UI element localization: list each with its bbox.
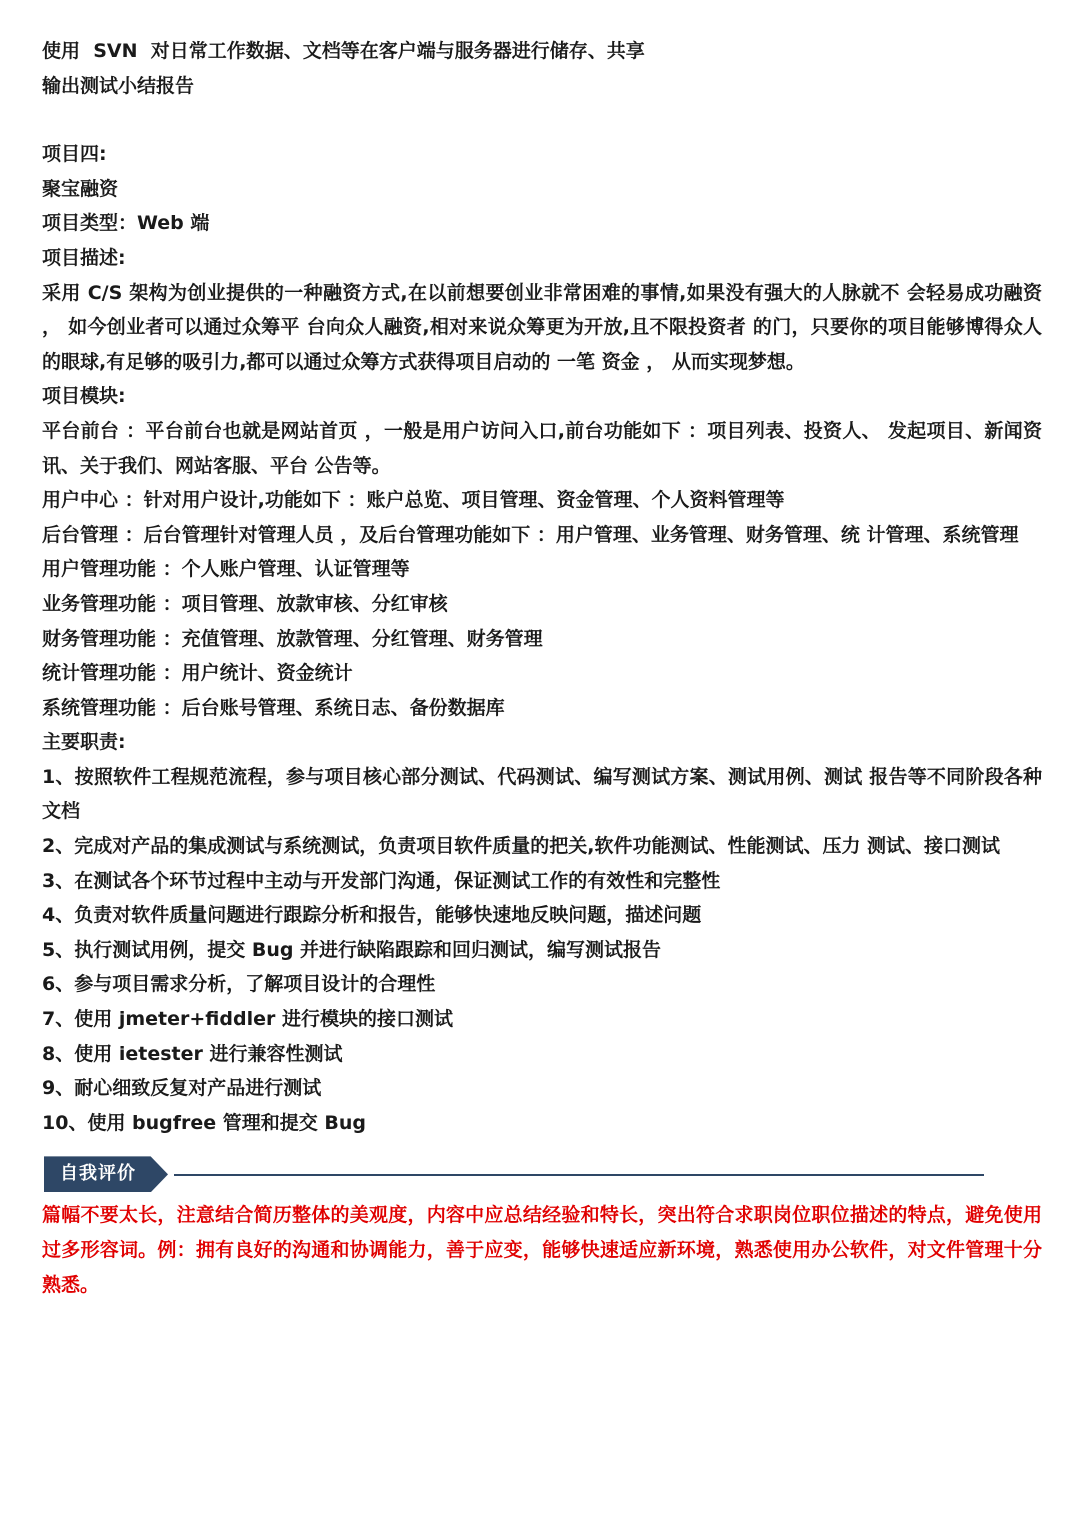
duty-item: 7、使用 jmeter+fiddler 进行模块的接口测试 bbox=[42, 1008, 453, 1031]
module-item: 业务管理功能 ：项目管理、放款审核、分红审核 bbox=[42, 592, 448, 615]
duty-item: 3、在测试各个环节过程中主动与开发部门沟通，保证测试工作的有效性和完整性 bbox=[42, 869, 721, 892]
project-duties-label: 主要职责: bbox=[42, 731, 126, 754]
module-item: 财务管理功能 ：充值管理、放款管理、分红管理、财务管理 bbox=[42, 627, 543, 650]
intro-line: 输出测试小结报告 bbox=[42, 74, 195, 97]
duty-item: 9、耐心细致反复对产品进行测试 bbox=[42, 1077, 322, 1100]
spacer bbox=[42, 103, 1042, 137]
section-divider bbox=[174, 1174, 984, 1176]
self-eval-text: 篇幅不要太长，注意结合简历整体的美观度，内容中应总结经验和特长，突出符合求职岗位职位描述的特点，避免使用过多形容词。例：拥有良好的沟通和协调能力，善于应变，能够快速适应新环境，熟悉使用办公软件，对文件管理十分熟悉。 bbox=[42, 1204, 1042, 1296]
module-item: 用户中心 ：针对用户设计,功能如下 ：账户总览、项目管理、资金管理、个人资料管理等 bbox=[42, 489, 785, 512]
duty-item: 5、执行测试用例，提交 Bug 并进行缺陷跟踪和回归测试，编写测试报告 bbox=[42, 938, 662, 961]
duty-item: 2、完成对产品的集成测试与系统测试，负责项目软件质量的把关,软件功能测试、性能测试、压力 测试、接口测试 bbox=[42, 835, 1001, 858]
duty-item: 10、使用 bugfree 管理和提交 Bug bbox=[42, 1111, 367, 1134]
self-eval-header bbox=[42, 1156, 1042, 1194]
resume-page bbox=[42, 34, 1042, 1302]
duty-item: 4、负责对软件质量问题进行跟踪分析和报告，能够快速地反映问题，描述问题 bbox=[42, 904, 702, 927]
project-type: 项目类型：Web 端 bbox=[42, 212, 210, 235]
duty-item: 1、按照软件工程规范流程，参与项目核心部分测试、代码测试、编写测试方案、测试用例、测试 报告等不同阶段各种文档 bbox=[42, 765, 1042, 823]
module-item: 用户管理功能 ：个人账户管理、认证管理等 bbox=[42, 558, 410, 581]
module-item: 平台前台 ：平台前台也就是网站首页 ，一般是用户访问入口,前台功能如下 ：项目列表、投资人、 发起项目、新闻资讯、关于我们、网站客服、平台 公告等。 bbox=[42, 419, 1042, 477]
project-name: 聚宝融资 bbox=[42, 177, 119, 200]
self-eval-title: 自我评价 bbox=[60, 1163, 136, 1185]
module-item: 系统管理功能 ：后台账号管理、系统日志、备份数据库 bbox=[42, 696, 505, 719]
duty-item: 6、参与项目需求分析，了解项目设计的合理性 bbox=[42, 973, 436, 996]
project-number: 项目四: bbox=[42, 143, 107, 166]
project-modules-label: 项目模块: bbox=[42, 385, 126, 408]
module-item: 后台管理 ：后台管理针对管理人员 ，及后台管理功能如下 ：用户管理、业务管理、财务管理、统 计管理、系统管理 bbox=[42, 523, 1019, 546]
duty-item: 8、使用 ietester 进行兼容性测试 bbox=[42, 1042, 343, 1065]
module-item: 统计管理功能 ：用户统计、资金统计 bbox=[42, 662, 353, 685]
intro-line: 使用 SVN 对日常工作数据、文档等在客户端与服务器进行储存、共享 bbox=[42, 40, 645, 62]
project-description: 采用 C/S 架构为创业提供的一种融资方式,在以前想要创业非常困难的事情,如果没有强大的人脉就不 会轻易成功融资 ， 如今创业者可以通过众筹平 台向众人融资,相对来说众筹更为开放,且不限投资者 的门，只要你的项目能够博得众人的眼球,有足够的吸引力,都可以通过众筹方式获得项目启动的 一笔 资金 ， 从而实现梦想。 bbox=[42, 281, 1042, 373]
project-desc-label: 项目描述: bbox=[42, 246, 126, 269]
